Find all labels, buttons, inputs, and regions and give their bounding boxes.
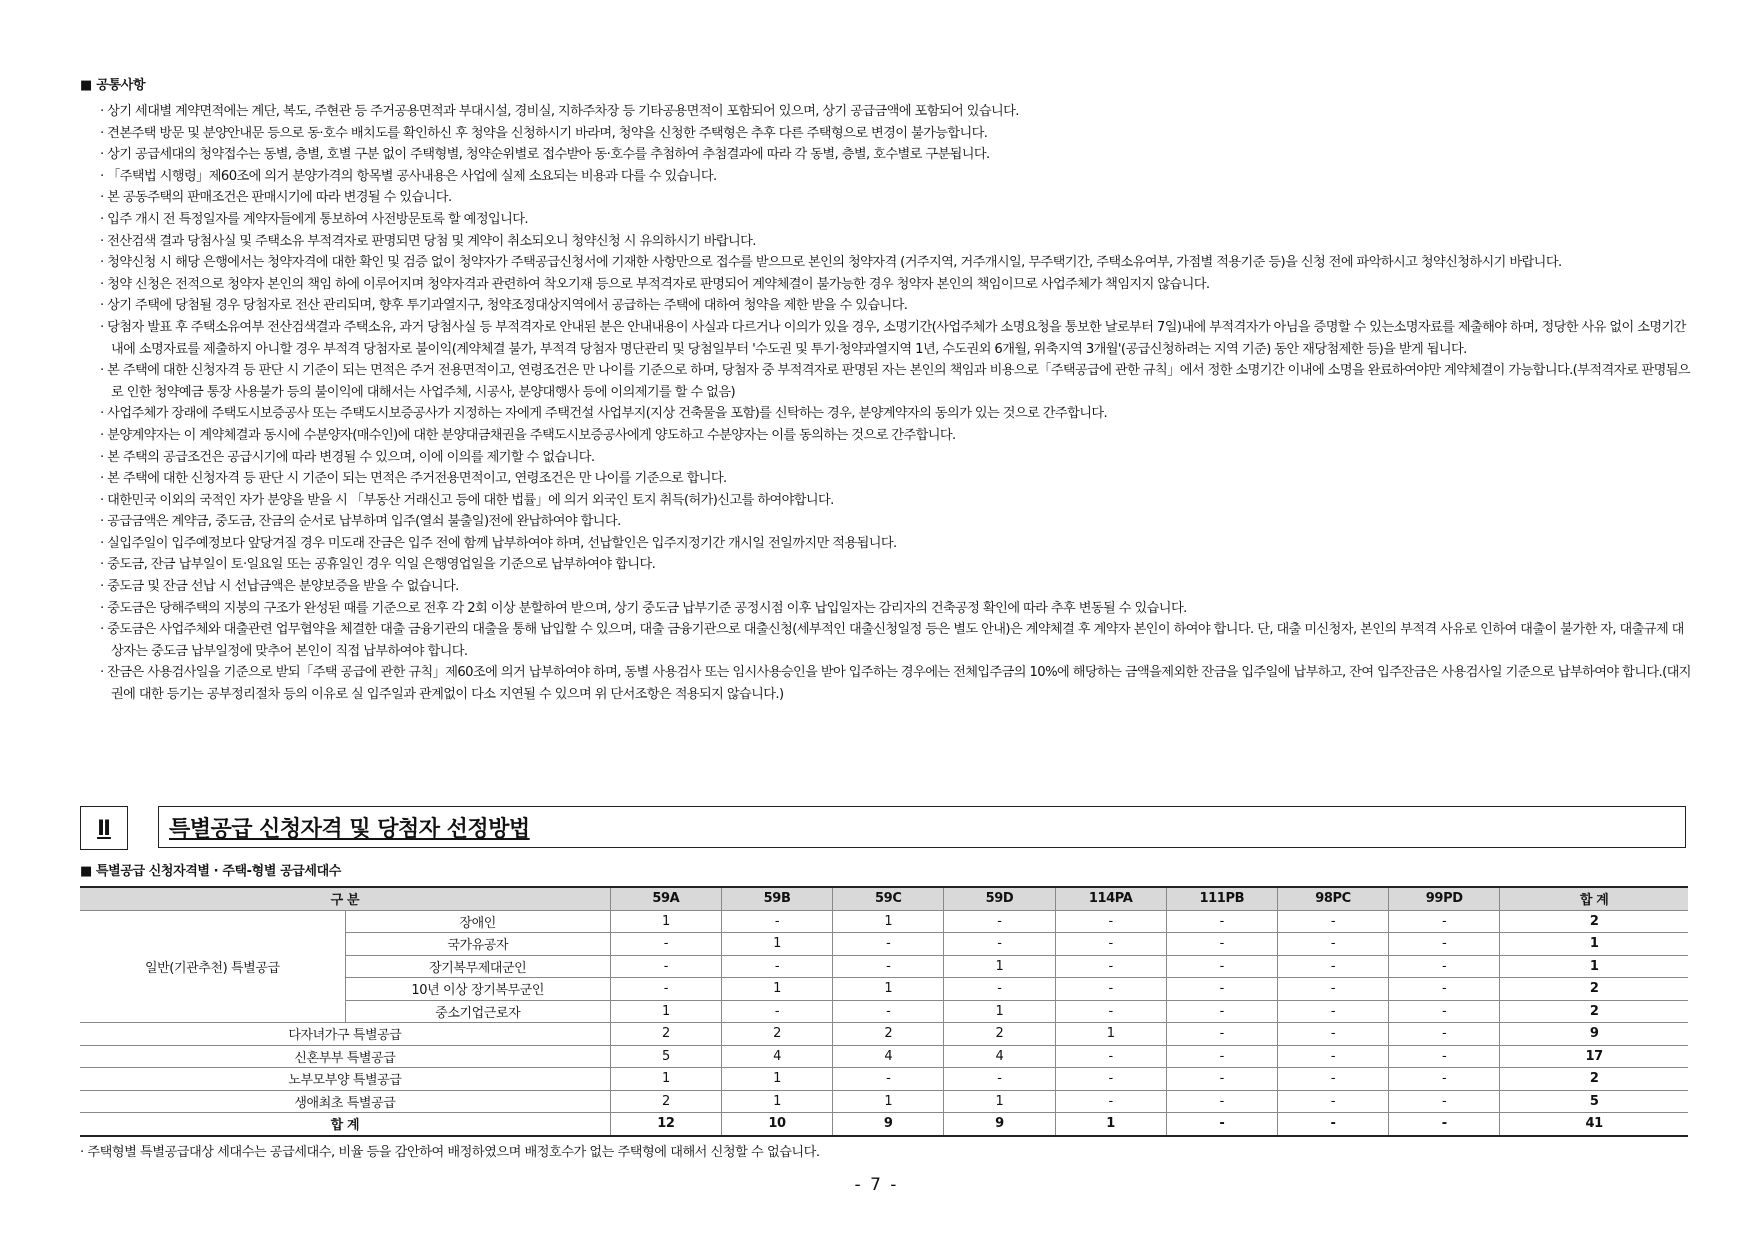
table-cell: - (1389, 1068, 1500, 1091)
table-cell: - (1055, 955, 1166, 978)
table-cell: - (721, 910, 832, 933)
common-bullet: · 본 공동주택의 판매조건은 판매시기에 따라 변경될 수 있습니다. (100, 190, 452, 206)
total-cell: - (1277, 1113, 1388, 1136)
table-cell: - (944, 910, 1055, 933)
table-cell: 1 (721, 978, 832, 1001)
common-bullet: · 상기 주택에 당첨될 경우 당첨자로 전산 관리되며, 향후 투기과열지구, 청약조정대상지역에서 공급하는 주택에 대하여 청약을 제한 받을 수 있습니다. (100, 298, 908, 314)
table-total-row (80, 1113, 1688, 1136)
table-cell: - (1166, 1045, 1277, 1068)
table-cell: - (1277, 1000, 1388, 1023)
table-row (80, 910, 1688, 933)
page-number: - 7 - (854, 1175, 899, 1195)
row-label: 중소기업근로자 (345, 1000, 610, 1023)
table-header-row (80, 887, 1688, 910)
table-cell: - (1389, 1090, 1500, 1113)
table-cell: - (1277, 978, 1388, 1001)
common-heading: ■ 공통사항 (80, 78, 146, 93)
table-cell: 1 (721, 933, 832, 956)
total-cell: 9 (833, 1113, 944, 1136)
table-row (80, 1045, 1688, 1068)
table-cell: 2 (833, 1023, 944, 1046)
table-cell: - (1389, 1045, 1500, 1068)
table-cell: 4 (833, 1045, 944, 1068)
column-header: 59B (721, 887, 832, 910)
table-cell: - (1389, 910, 1500, 933)
section-title: 특별공급 신청자격 및 당첨자 선정방법 (158, 806, 1686, 848)
table-cell: 1 (944, 1090, 1055, 1113)
table-cell: - (1389, 978, 1500, 1001)
common-bullet: · 청약 신청은 전적으로 청약자 본인의 책임 하에 이루어지며 청약자격과 관련하여 착오기재 등으로 부적격자로 판명되어 계약체결이 불가능한 경우 청약자 본인의 책임이므로 사업주체가 책임지지 않습니다. (100, 276, 1210, 292)
table-cell: - (1166, 978, 1277, 1001)
common-bullet: · 본 주택의 공급조건은 공급시기에 따라 변경될 수 있으며, 이에 이의를 제기할 수 없습니다. (100, 449, 595, 465)
grand-total: 41 (1500, 1113, 1688, 1136)
table-cell: - (1389, 933, 1500, 956)
total-cell: 9 (944, 1113, 1055, 1136)
table-cell: - (1166, 933, 1277, 956)
table-cell: - (1389, 1023, 1500, 1046)
table-cell: - (833, 933, 944, 956)
table-cell: - (1166, 1023, 1277, 1046)
row-label: 장기복무제대군인 (345, 955, 610, 978)
row-total: 1 (1500, 955, 1688, 978)
table-cell: - (944, 933, 1055, 956)
total-label: 합 계 (80, 1113, 610, 1136)
common-bullet: · 중도금 및 잔금 선납 시 선납금액은 분양보증을 받을 수 없습니다. (100, 579, 459, 595)
common-bullet: · 전산검색 결과 당첨사실 및 주택소유 부적격자로 판명되면 당첨 및 계약이 취소되오니 청약신청 시 유의하시기 바랍니다. (100, 233, 756, 249)
table-cell: - (1277, 955, 1388, 978)
table-footnote: · 주택형별 특별공급대상 세대수는 공급세대수, 비율 등을 감안하여 배정하였으며 배정호수가 없는 주택형에 대해서 신청할 수 없습니다. (80, 1145, 820, 1160)
section-header (80, 806, 1688, 850)
common-bullet: · 상기 공급세대의 청약접수는 동별, 층별, 호별 구분 없이 주택형별, 청약순위별로 접수받아 동·호수를 추첨하여 추첨결과에 따라 각 동별, 층별, 호수별로 구분됩니다. (100, 147, 990, 163)
row-label: 다자녀가구 특별공급 (80, 1023, 610, 1046)
section-number: Ⅱ (80, 806, 128, 850)
row-total: 17 (1500, 1045, 1688, 1068)
common-bullet: · 본 주택에 대한 신청자격 등 판단 시 기준이 되는 면적은 주거 전용면적이고, 연령조건은 만 나이를 기준으로 하며, 당첨자 중 부적격자로 판명된 자는 본인의 책임과 비용으로「주택공급에 관한 규칙」에서 정한 소명기간 이내에 소명을 완료하여야만 계약체결이 가능합니다.(부적격자로 판명됨으로 인한 청약예금 통장 사용불가 등의 불이익에 대해서는 사업주체, 시공사, 분양대행사 등에 이의제기를 할 수 없음) (100, 363, 1691, 400)
table-cell: - (610, 978, 721, 1001)
column-header: 59C (833, 887, 944, 910)
common-bullet: · 공급금액은 계약금, 중도금, 잔금의 순서로 납부하며 입주(열쇠 불출일)전에 완납하여야 합니다. (100, 514, 621, 530)
table-cell: - (1166, 955, 1277, 978)
table-cell: 1 (721, 1068, 832, 1091)
row-total: 2 (1500, 1068, 1688, 1091)
row-total: 2 (1500, 1000, 1688, 1023)
common-bullet: · 당첨자 발표 후 주택소유여부 전산검색결과 주택소유, 과거 당첨사실 등 부적격자로 안내된 분은 안내내용이 사실과 다르거나 이의가 있을 경우, 소명기간(사업주체가 소명요청을 통보한 날로부터 7일)내에 부적격자가 아님을 증명할 수 있는소명자료를 제출해야 하며, 정당한 사유 없이 소명기간 내에 소명자료를 제출하지 아니할 경우 부적격 당첨자로 불이익(계약체결 불가, 부적격 당첨자 명단관리 및 당첨일부터 '수도권 및 투기·청약과열지역 1년, 수도권외 6개월, 위축지역 3개월'(공급신청하려는 지역 기준) 동안 재당첨제한 등)을 받게 됩니다. (100, 319, 1686, 357)
table-cell: - (1055, 1045, 1166, 1068)
table-cell: 4 (721, 1045, 832, 1068)
row-label: 노부모부양 특별공급 (80, 1068, 610, 1091)
table-cell: - (1166, 910, 1277, 933)
table-cell: - (1055, 1090, 1166, 1113)
common-bullet: · 상기 세대별 계약면적에는 계단, 복도, 주현관 등 주거공용면적과 부대시설, 경비실, 지하주차장 등 기타공용면적이 포함되어 있으며, 상기 공급금액에 포함되어 있습니다. (100, 104, 1019, 119)
table-cell: - (610, 933, 721, 956)
table-cell: - (833, 955, 944, 978)
table-cell: - (944, 978, 1055, 1001)
header-label: 구 분 (80, 887, 610, 910)
table-cell: 2 (610, 1023, 721, 1046)
row-label: 장애인 (345, 910, 610, 933)
column-header: 99PD (1389, 887, 1500, 910)
table-cell: 2 (610, 1090, 721, 1113)
column-header: 합 계 (1500, 887, 1688, 910)
column-header: 111PB (1166, 887, 1277, 910)
table-cell: - (1166, 1090, 1277, 1113)
common-bullet: · 중도금은 사업주체와 대출관련 업무협약을 체결한 대출 금융기관의 대출을 통해 납입할 수 있으며, 대출 금융기관으로 대출신청(세부적인 대출신청일정 등은 별도 안내)은 계약체결 후 계약자 본인이 하여야 합니다. 단, 대출 미신청자, 본인의 부적격 사유로 인하여 대출이 불가한 자, 대출규제 대상자는 중도금 납부일정에 맞추어 본인이 직접 납부하여야 합니다. (100, 622, 1684, 659)
table-heading: ■ 특별공급 신청자격별 · 주택-형별 공급세대수 (80, 864, 341, 879)
table-cell: - (721, 955, 832, 978)
table-cell: 1 (610, 910, 721, 933)
common-bullet: · 분양계약자는 이 계약체결과 동시에 수분양자(매수인)에 대한 분양대금채권을 주택도시보증공사에게 양도하고 수분양자는 이를 동의하는 것으로 간주합니다. (100, 427, 956, 443)
common-bullet: · 입주 개시 전 특정일자를 계약자들에게 통보하여 사전방문토록 할 예정입니다. (100, 211, 528, 227)
common-bullet: · 「주택법 시행령」제60조에 의거 분양가격의 항목별 공사내용은 사업에 실제 소요되는 비용과 다를 수 있습니다. (100, 168, 717, 184)
table-cell: 1 (833, 910, 944, 933)
table-cell: 1 (721, 1090, 832, 1113)
common-bullet: · 견본주택 방문 및 분양안내문 등으로 동·호수 배치도를 확인하신 후 청약을 신청하시기 바라며, 청약을 신청한 주택형은 추후 다른 주택형으로 변경이 불가능합니다. (100, 125, 988, 141)
table-cell: 4 (944, 1045, 1055, 1068)
common-bullet: · 사업주체가 장래에 주택도시보증공사 또는 주택도시보증공사가 지정하는 자에게 주택건설 사업부지(지상 건축물을 포함)를 신탁하는 경우, 분양계약자의 동의가 있는 것으로 간주합니다. (100, 406, 1108, 422)
group-label: 일반(기관추천) 특별공급 (80, 910, 345, 1023)
table-cell: - (1277, 1090, 1388, 1113)
row-total: 2 (1500, 910, 1688, 933)
total-cell: 1 (1055, 1113, 1166, 1136)
table-cell: - (721, 1000, 832, 1023)
table-cell: - (833, 1000, 944, 1023)
table-cell: 2 (721, 1023, 832, 1046)
table-cell: 1 (944, 955, 1055, 978)
row-total: 1 (1500, 933, 1688, 956)
table-cell: - (1055, 1000, 1166, 1023)
table-row (80, 1023, 1688, 1046)
row-label: 10년 이상 장기복무군인 (345, 978, 610, 1001)
column-header: 98PC (1277, 887, 1388, 910)
common-bullet: · 청약신청 시 해당 은행에서는 청약자격에 대한 확인 및 검증 없이 청약자가 주택공급신청서에 기재한 사항만으로 접수를 받으므로 본인의 청약자격 (거주지역, 거주개시일, 무주택기간, 주택소유여부, 가점별 적용기준 등)을 신청 전에 파악하시고 청약신청하시기 바랍니다. (100, 255, 1562, 271)
common-bullet: · 대한민국 이외의 국적인 자가 분양을 받을 시 「부동산 거래신고 등에 대한 법률」에 의거 외국인 토지 취득(허가)신고를 하여야합니다. (100, 492, 834, 508)
row-label: 국가유공자 (345, 933, 610, 956)
table-cell: - (610, 955, 721, 978)
row-label: 신혼부부 특별공급 (80, 1045, 610, 1068)
total-cell: 10 (721, 1113, 832, 1136)
table-cell: - (944, 1068, 1055, 1091)
total-cell: 12 (610, 1113, 721, 1136)
table-cell: - (1389, 955, 1500, 978)
table-cell: 1 (833, 978, 944, 1001)
table-cell: - (833, 1068, 944, 1091)
common-bullet-list (100, 101, 1692, 706)
column-header: 59A (610, 887, 721, 910)
row-label: 생애최초 특별공급 (80, 1090, 610, 1113)
table-cell: 1 (610, 1000, 721, 1023)
row-total: 9 (1500, 1023, 1688, 1046)
common-bullet: · 실입주일이 입주예정보다 앞당겨질 경우 미도래 잔금은 입주 전에 함께 납부하여야 하며, 선납할인은 입주지정기간 개시일 전일까지만 적용됩니다. (100, 535, 897, 551)
table-cell: - (1055, 910, 1166, 933)
common-bullet: · 잔금은 사용검사일을 기준으로 받되「주택 공급에 관한 규칙」제60조에 의거 납부하여야 하며, 동별 사용검사 또는 임시사용승인을 받아 입주하는 경우에는 전체입주금의 10%에 해당하는 금액을제외한 잔금을 입주일에 납부하고, 잔여 입주잔금은 사용검사일 기준으로 납부하여야 합니다.(대지권에 대한 등기는 공부정리절차 등의 이유로 실 입주일과 관계없이 다소 지연될 수 있으며 위 단서조항은 적용되지 않습니다.) (100, 665, 1691, 703)
table-row (80, 1090, 1688, 1113)
table-cell: - (1277, 910, 1388, 933)
allocation-table (80, 886, 1688, 1137)
table-cell: - (1055, 933, 1166, 956)
table-cell: 1 (944, 1000, 1055, 1023)
row-total: 5 (1500, 1090, 1688, 1113)
common-bullet: · 본 주택에 대한 신청자격 등 판단 시 기준이 되는 면적은 주거전용면적이고, 연령조건은 만 나이를 기준으로 합니다. (100, 471, 727, 487)
table-cell: - (1166, 1068, 1277, 1091)
table-cell: 1 (610, 1068, 721, 1091)
common-bullet: · 중도금은 당해주택의 지붕의 구조가 완성된 때를 기준으로 전후 각 2회 이상 분할하여 받으며, 상기 중도금 납부기준 공정시점 이후 납입일자는 감리자의 건축공정 확인에 따라 추후 변동될 수 있습니다. (100, 600, 1187, 616)
table-cell: - (1055, 1068, 1166, 1091)
total-cell: - (1389, 1113, 1500, 1136)
column-header: 114PA (1055, 887, 1166, 910)
table-cell: 1 (833, 1090, 944, 1113)
table-cell: - (1389, 1000, 1500, 1023)
table-cell: 2 (944, 1023, 1055, 1046)
table-row (80, 1068, 1688, 1091)
table-cell: - (1277, 1023, 1388, 1046)
column-header: 59D (944, 887, 1055, 910)
table-cell: - (1277, 1045, 1388, 1068)
common-bullet: · 중도금, 잔금 납부일이 토·일요일 또는 공휴일인 경우 익일 은행영업일을 기준으로 납부하여야 합니다. (100, 557, 656, 573)
table-cell: - (1055, 978, 1166, 1001)
table-cell: 1 (1055, 1023, 1166, 1046)
row-total: 2 (1500, 978, 1688, 1001)
total-cell: - (1166, 1113, 1277, 1136)
table-cell: 5 (610, 1045, 721, 1068)
table-cell: - (1166, 1000, 1277, 1023)
table-cell: - (1277, 933, 1388, 956)
table-cell: - (1277, 1068, 1388, 1091)
